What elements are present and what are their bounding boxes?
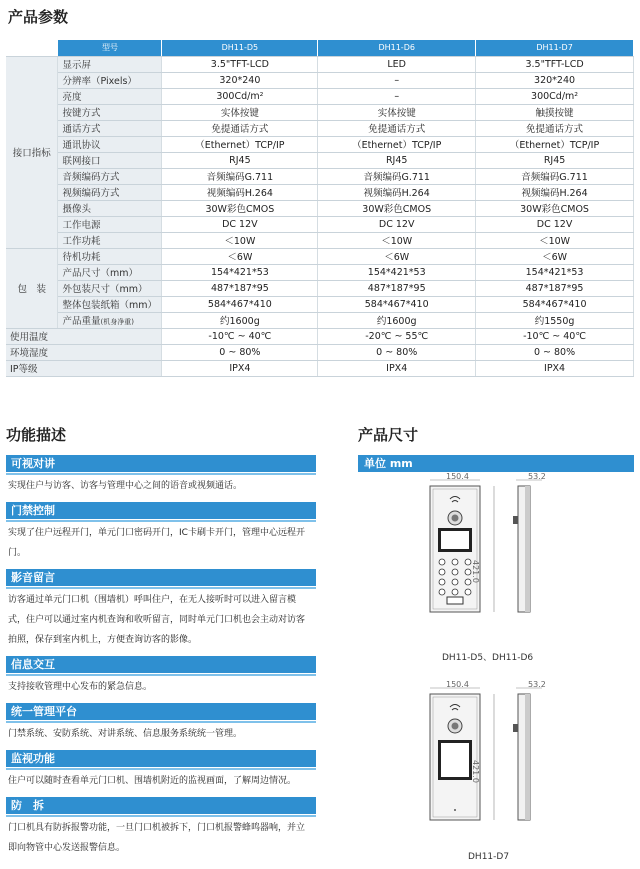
value-cell: 视频编码H.264: [162, 184, 318, 200]
feature-title-bar: 监视功能: [6, 750, 316, 767]
width-dim-2: 150.4: [446, 680, 469, 689]
value-cell: 0 ~ 80%: [318, 344, 476, 360]
row-label: [58, 104, 162, 120]
value-cell: 触摸按键: [476, 104, 634, 120]
params-title: 产品参数: [8, 8, 69, 26]
value-cell: 3.5"TFT-LCD: [162, 56, 318, 72]
table-row: [6, 72, 634, 88]
value-cell: 584*467*410: [476, 296, 634, 312]
value-cell: 音频编码G.711: [162, 168, 318, 184]
value-cell: 584*467*410: [318, 296, 476, 312]
header-model-2: DH11-D6: [318, 40, 476, 56]
table-row: [6, 360, 634, 376]
value-cell: 154*421*53: [476, 264, 634, 280]
table-row: [6, 312, 634, 328]
feature-title-bar: 可视对讲: [6, 455, 316, 472]
row-label: [58, 312, 162, 328]
panel-drawing-d5-d6: [420, 472, 560, 652]
depth-dim-2: 53.2: [528, 680, 546, 689]
value-cell: 154*421*53: [318, 264, 476, 280]
value-cell: 154*421*53: [162, 264, 318, 280]
features-title: 功能描述: [6, 426, 67, 444]
feature-title-bar: 统一管理平台: [6, 703, 316, 720]
feature-item: [6, 455, 316, 496]
feature-description: 实现住户与访客、访客与管理中心之间的语音或视频通话。: [8, 481, 243, 491]
value-cell: IPX4: [476, 360, 634, 376]
value-cell: -20℃ ~ 55℃: [318, 328, 476, 344]
row-label-text: 产品尺寸（mm）: [62, 268, 138, 279]
row-label-text: 外包装尺寸（mm）: [62, 284, 148, 295]
features-section: [6, 424, 316, 864]
value-cell: IPX4: [162, 360, 318, 376]
width-dim-1: 150.4: [446, 472, 469, 481]
row-label: [58, 136, 162, 152]
feature-item: [6, 656, 316, 697]
row-label: [58, 200, 162, 216]
row-label-text: 摄像头: [62, 204, 91, 215]
value-cell: 约1600g: [162, 312, 318, 328]
feature-title-bar: 防 拆: [6, 797, 316, 814]
row-label-text: 通讯协议: [62, 140, 101, 151]
value-cell: 免提通话方式: [162, 120, 318, 136]
value-cell: 免提通话方式: [318, 120, 476, 136]
value-cell: ＜6W: [318, 248, 476, 264]
row-label-text: 产品重量: [62, 316, 101, 327]
feature-description: 访客通过单元门口机（围墙机）呼叫住户，在无人接听时可以进入留言模式，住户可以通过室内机查询和收听留言，同时单元门口机也会主动对访客拍照，保存到室内机上，方便查询访客的影像。: [8, 595, 306, 645]
value-cell: （Ethernet）TCP/IP: [162, 136, 318, 152]
value-cell: RJ45: [162, 152, 318, 168]
group-packing: 包 装: [6, 248, 58, 328]
value-cell: 3.5"TFT-LCD: [476, 56, 634, 72]
table-row: [6, 56, 634, 72]
row-label-text: 工作功耗: [62, 236, 101, 247]
feature-description: 实现了住户远程开门，单元门口密码开门，IC卡刷卡开门，管理中心远程开门。: [8, 528, 305, 558]
feature-item: [6, 703, 316, 744]
value-cell: 30W彩色CMOS: [476, 200, 634, 216]
feature-item: [6, 797, 316, 858]
table-row: [6, 88, 634, 104]
table-row: [6, 216, 634, 232]
unit-bar: 单位 mm: [358, 455, 634, 472]
row-label-text: 音频编码方式: [62, 172, 120, 183]
value-cell: 实体按键: [162, 104, 318, 120]
table-row: [6, 264, 634, 280]
value-cell: 实体按键: [318, 104, 476, 120]
table-header-row: [6, 40, 634, 56]
feature-item: [6, 569, 316, 650]
table-row: [6, 136, 634, 152]
value-cell: 0 ~ 80%: [476, 344, 634, 360]
value-cell: 约1600g: [318, 312, 476, 328]
row-label-note: (机身净重): [100, 318, 134, 326]
value-cell: 免提通话方式: [476, 120, 634, 136]
caption-d5-d6: DH11-D5、DH11-D6: [442, 653, 534, 663]
value-cell: （Ethernet）TCP/IP: [476, 136, 634, 152]
table-row: [6, 120, 634, 136]
height-dim-1: 421.0: [471, 560, 480, 583]
value-cell: ＜10W: [162, 232, 318, 248]
row-label-text: IP等级: [10, 364, 38, 375]
value-cell: ＜10W: [318, 232, 476, 248]
value-cell: DC 12V: [162, 216, 318, 232]
table-row: [6, 296, 634, 312]
caption-d7: DH11-D7: [468, 852, 510, 862]
table-row: [6, 248, 634, 264]
value-cell: 487*187*95: [162, 280, 318, 296]
value-cell: 视频编码H.264: [318, 184, 476, 200]
feature-description: 门口机具有防拆报警功能，一旦门口机被拆下，门口机报警蜂鸣器响，并立即向物管中心发送报警信息。: [8, 823, 306, 853]
value-cell: -10℃ ~ 40℃: [162, 328, 318, 344]
value-cell: 约1550g: [476, 312, 634, 328]
value-cell: 音频编码G.711: [318, 168, 476, 184]
table-row: [6, 104, 634, 120]
row-label-text: 待机功耗: [62, 252, 101, 263]
feature-title-bar: 信息交互: [6, 656, 316, 673]
row-label: [6, 360, 162, 376]
table-row: [6, 152, 634, 168]
row-label: [58, 72, 162, 88]
value-cell: IPX4: [318, 360, 476, 376]
value-cell: ＜6W: [476, 248, 634, 264]
table-row: [6, 200, 634, 216]
value-cell: 音频编码G.711: [476, 168, 634, 184]
table-row: [6, 280, 634, 296]
panel-drawing-d7: [420, 680, 560, 850]
row-label-text: 整体包装纸箱（mm）: [62, 300, 157, 311]
row-label: [58, 168, 162, 184]
row-label-text: 工作电源: [62, 220, 101, 231]
row-label: [6, 328, 162, 344]
table-row: [6, 168, 634, 184]
value-cell: 320*240: [476, 72, 634, 88]
row-label: [58, 248, 162, 264]
row-label: [58, 120, 162, 136]
row-label: [58, 152, 162, 168]
row-label-text: 通话方式: [62, 124, 101, 135]
size-section: [358, 424, 634, 472]
value-cell: 30W彩色CMOS: [162, 200, 318, 216]
value-cell: 视频编码H.264: [476, 184, 634, 200]
row-label-text: 分辨率（Pixels）: [62, 76, 137, 87]
value-cell: 487*187*95: [318, 280, 476, 296]
row-label-text: 按键方式: [62, 108, 101, 119]
depth-dim-1: 53.2: [528, 472, 546, 481]
row-label-text: 显示屏: [62, 60, 91, 71]
value-cell: 320*240: [162, 72, 318, 88]
value-cell: 300Cd/m²: [162, 88, 318, 104]
row-label: [58, 232, 162, 248]
feature-item: [6, 750, 316, 791]
value-cell: LED: [318, 56, 476, 72]
row-label-text: 使用温度: [10, 332, 49, 343]
header-blank-cell: [6, 40, 58, 56]
table-row: [6, 184, 634, 200]
table-row: [6, 328, 634, 344]
params-table: [6, 40, 634, 377]
row-label: [58, 88, 162, 104]
row-label: [58, 280, 162, 296]
value-cell: ＜10W: [476, 232, 634, 248]
row-label: [58, 296, 162, 312]
row-label-text: 环境湿度: [10, 348, 49, 359]
value-cell: 584*467*410: [162, 296, 318, 312]
header-model-3: DH11-D7: [476, 40, 634, 56]
group-interface: 接口指标: [6, 56, 58, 248]
row-label: [6, 344, 162, 360]
row-label: [58, 184, 162, 200]
value-cell: （Ethernet）TCP/IP: [318, 136, 476, 152]
value-cell: 300Cd/m²: [476, 88, 634, 104]
value-cell: RJ45: [476, 152, 634, 168]
row-label: [58, 56, 162, 72]
value-cell: -10℃ ~ 40℃: [476, 328, 634, 344]
feature-title-bar: 门禁控制: [6, 502, 316, 519]
value-cell: 0 ~ 80%: [162, 344, 318, 360]
value-cell: –: [318, 88, 476, 104]
row-label-text: 亮度: [62, 92, 82, 103]
header-model-1: DH11-D5: [162, 40, 318, 56]
feature-description: 门禁系统、安防系统、对讲系统、信息服务系统统一管理。: [8, 729, 243, 739]
row-label-text: 视频编码方式: [62, 188, 120, 199]
row-label: [58, 264, 162, 280]
header-model-label: 型号: [58, 40, 162, 56]
feature-title-bar: 影音留言: [6, 569, 316, 586]
height-dim-2: 421.0: [471, 760, 480, 783]
row-label-text: 联网接口: [62, 156, 101, 167]
size-title: 产品尺寸: [358, 426, 419, 444]
value-cell: –: [318, 72, 476, 88]
value-cell: 487*187*95: [476, 280, 634, 296]
value-cell: DC 12V: [318, 216, 476, 232]
feature-description: 支持接收管理中心发布的紧急信息。: [8, 682, 153, 692]
value-cell: RJ45: [318, 152, 476, 168]
table-row: [6, 344, 634, 360]
row-label: [58, 216, 162, 232]
feature-description: 住户可以随时查看单元门口机、围墙机附近的监视画面，了解周边情况。: [8, 776, 297, 786]
table-row: [6, 232, 634, 248]
value-cell: 30W彩色CMOS: [318, 200, 476, 216]
feature-item: [6, 502, 316, 563]
value-cell: DC 12V: [476, 216, 634, 232]
value-cell: ＜6W: [162, 248, 318, 264]
